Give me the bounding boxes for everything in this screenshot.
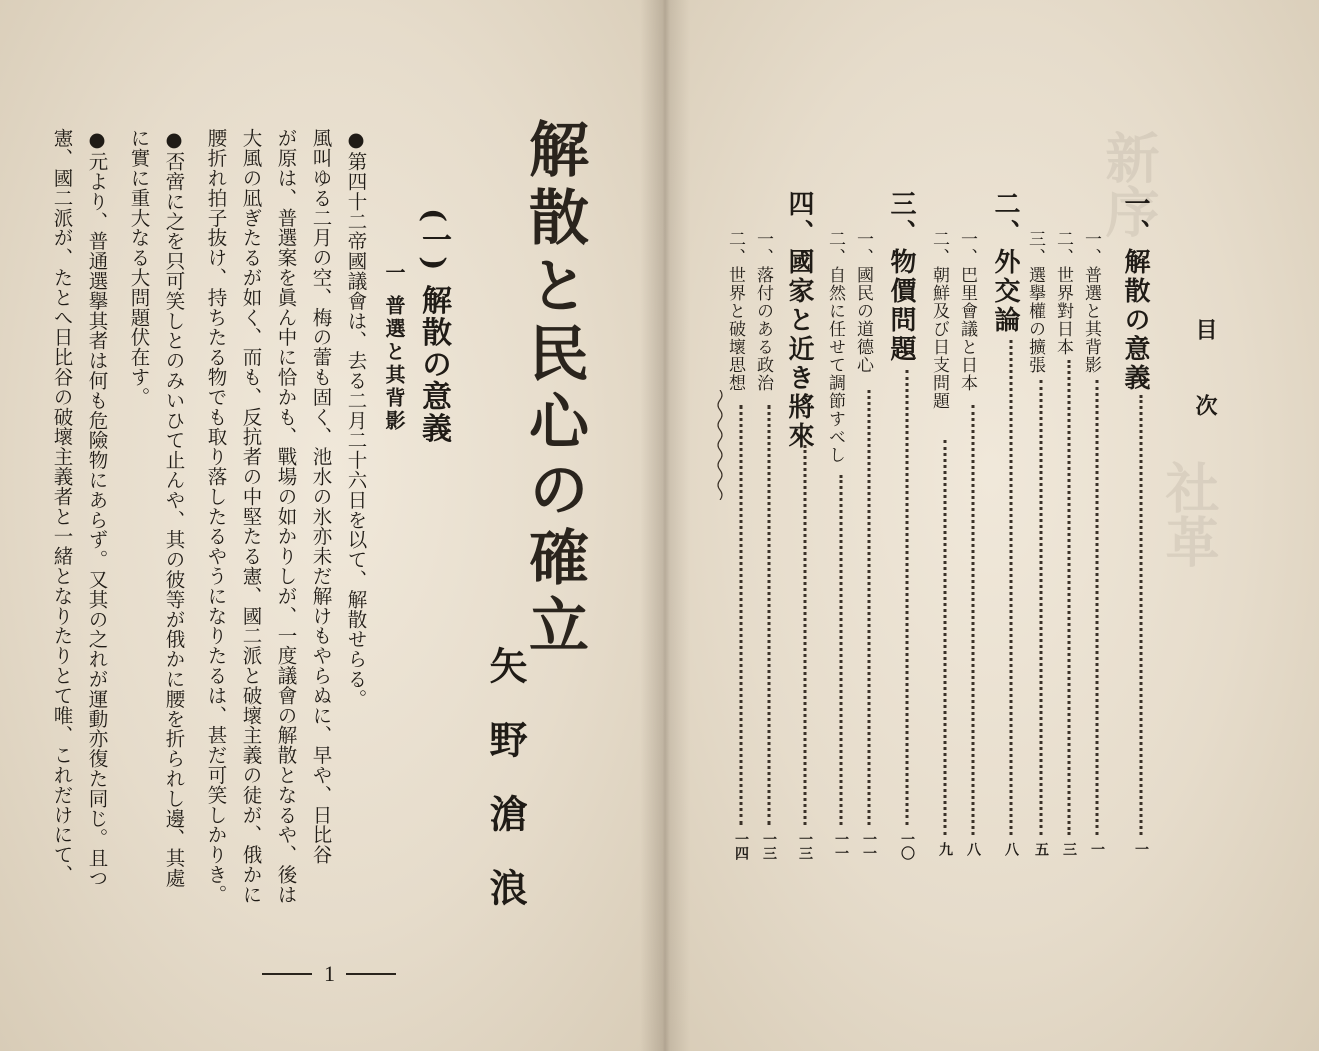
toc-entry-label: 一、解散の意義 bbox=[1120, 190, 1150, 393]
toc-entry[interactable] bbox=[958, 190, 988, 890]
leader-dots bbox=[740, 405, 743, 825]
right-page bbox=[662, 0, 1319, 1051]
toc-page-number: 八 bbox=[1003, 842, 1019, 856]
leader-dots bbox=[1140, 395, 1143, 835]
toc-page-number: 一三 bbox=[797, 832, 813, 860]
toc-entry-label: 一、普選と其背影 bbox=[1081, 230, 1101, 374]
toc-entry-label: 二、朝鮮及び日支問題 bbox=[929, 230, 949, 410]
toc-entry[interactable] bbox=[930, 190, 960, 890]
body-line: が原は、普選案を眞ん中に恰かも、戰場の如かりしが、一度議會の解散となるや、後は bbox=[274, 128, 298, 905]
toc-page-number: 九 bbox=[937, 842, 953, 856]
toc-entry-label: 三、選擧權の擴張 bbox=[1025, 230, 1045, 374]
toc-page-number: 五 bbox=[1033, 842, 1049, 856]
toc-entry[interactable] bbox=[1122, 190, 1160, 890]
wavy-divider-icon bbox=[716, 390, 724, 500]
body-line: ●否啻に之を只可笑しとのみいひて止んや、其の彼等が俄かに腰を折られし邊、其處 bbox=[162, 128, 186, 888]
page-number: 1 bbox=[324, 961, 335, 986]
toc-entry[interactable] bbox=[1026, 190, 1056, 890]
leader-dots bbox=[804, 445, 807, 825]
toc-entry[interactable] bbox=[992, 190, 1030, 890]
body-line: に實に重大なる大問題伏在す。 bbox=[127, 128, 151, 407]
toc-entry-label: 二、世界對日本 bbox=[1053, 230, 1073, 356]
toc-entry[interactable] bbox=[754, 190, 784, 890]
show-through-text: 新序 bbox=[1097, 130, 1161, 238]
leader-dots bbox=[972, 405, 975, 835]
toc-entry[interactable] bbox=[726, 190, 756, 890]
toc-entry-label: 一、國民の道德心 bbox=[853, 230, 873, 374]
body-line: 大風の凪ぎたるが如く、而も、反抗者の中堅たる憲、國二派と破壞主義の徒が、俄かに bbox=[239, 128, 263, 905]
page-number-rule-right bbox=[346, 973, 396, 975]
toc-page-number: 一一 bbox=[861, 832, 877, 860]
toc-title: 目次 bbox=[1192, 318, 1218, 470]
toc-entry-label: 三、物價問題 bbox=[886, 190, 916, 364]
toc-entry[interactable] bbox=[888, 190, 926, 890]
chapter-heading: (一) 解散の意義 bbox=[416, 208, 451, 445]
toc-entry-label: 二、自然に任せて調節すべし bbox=[825, 230, 845, 464]
page-number-rule-left bbox=[262, 973, 312, 975]
body-line: 憲、國二派が、たとへ日比谷の破壞主義者と一緒となりたりとて唯、これだけにて、 bbox=[50, 128, 74, 885]
toc-entry-label: 四、國家と近き將來 bbox=[784, 190, 814, 451]
section-heading: 一 普選と其背影 bbox=[382, 262, 406, 433]
show-through-text: 社革 bbox=[1157, 460, 1221, 568]
toc-page-number: 一〇 bbox=[899, 832, 915, 860]
toc-page-number: 一一 bbox=[833, 832, 849, 860]
toc-page-number: 三 bbox=[1061, 842, 1077, 856]
leader-dots bbox=[944, 440, 947, 835]
body-line: 風叫ゆる二月の空、梅の蕾も固く、池水の氷亦未だ解けもやらぬに、早や、日比谷 bbox=[309, 128, 333, 865]
leader-dots bbox=[1040, 380, 1043, 835]
toc-entry[interactable] bbox=[854, 190, 884, 890]
body-line: ●元より、普通選擧其者は何も危險物にあらず。又其の之れが運動亦復た同じ。且つ bbox=[85, 128, 109, 888]
leader-dots bbox=[768, 405, 771, 825]
author-name: 矢野滄浪 bbox=[483, 646, 528, 942]
toc-entry-label: 一、落付のある政治 bbox=[753, 230, 773, 392]
leader-dots bbox=[906, 370, 909, 825]
toc-entry-label: 二、外交論 bbox=[990, 190, 1020, 335]
article-title: 解散と民心の確立 bbox=[519, 118, 589, 662]
body-line: ●第四十二帝國議會は、去る二月二十六日を以て、解散せらる。 bbox=[344, 128, 368, 709]
leader-dots bbox=[1068, 360, 1071, 835]
toc-page-number: 一 bbox=[1133, 842, 1149, 856]
toc-entry[interactable] bbox=[1082, 190, 1112, 890]
toc-entry[interactable] bbox=[1054, 190, 1084, 890]
toc-entry-label: 一、巴里會議と日本 bbox=[957, 230, 977, 392]
leader-dots bbox=[868, 390, 871, 825]
leader-dots bbox=[1010, 340, 1013, 835]
toc-page-number: 八 bbox=[965, 842, 981, 856]
toc-entry-label: 二、世界と破壞思想 bbox=[725, 230, 745, 392]
toc-entry[interactable] bbox=[826, 190, 856, 890]
leader-dots bbox=[1096, 380, 1099, 835]
toc-page-number: 一 bbox=[1089, 842, 1105, 856]
toc-entry[interactable] bbox=[786, 190, 824, 890]
toc-page-number: 一三 bbox=[761, 832, 777, 860]
body-line: 腰折れ拍子抜け、持ちたる物でも取り落したるやうになりたるは、甚だ可笑しかりき。 bbox=[204, 128, 228, 905]
leader-dots bbox=[840, 475, 843, 825]
toc-page-number: 一四 bbox=[733, 832, 749, 860]
